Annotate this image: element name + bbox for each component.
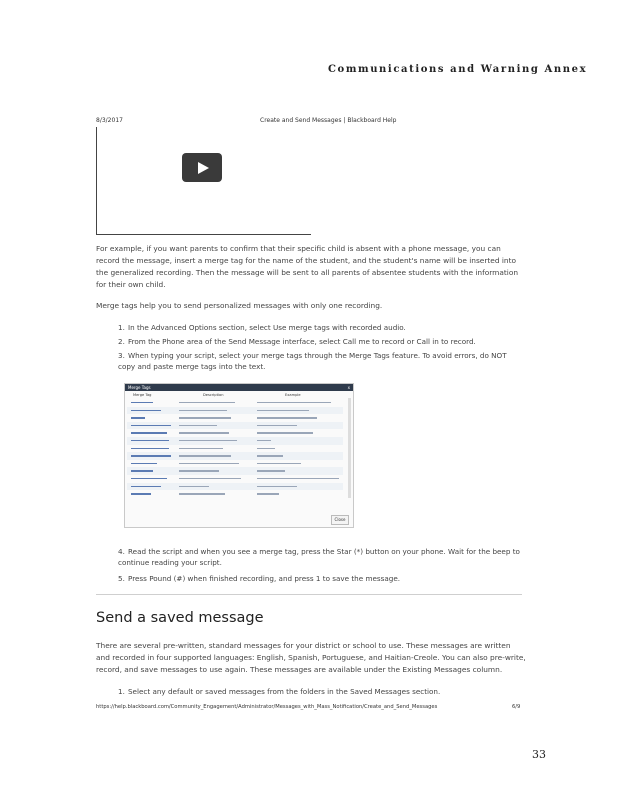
- table-row[interactable]: [127, 445, 343, 453]
- table-row[interactable]: [127, 414, 343, 422]
- table-row[interactable]: [127, 407, 343, 415]
- print-header-date: 8/3/2017: [96, 117, 123, 124]
- col-example: Example: [285, 393, 301, 397]
- table-row[interactable]: [127, 437, 343, 445]
- table-row[interactable]: [127, 483, 343, 491]
- merge-tags-title: Merge Tags: [128, 385, 151, 390]
- step-3: 3. When typing your script, select your merge tags through the Merge Tags feature. To avoid errors, do NOT copy and paste merge tags into the text.: [118, 351, 507, 371]
- merge-tags-header: [125, 384, 353, 391]
- annex-title: Communications and Warning Annex: [328, 64, 588, 75]
- table-row[interactable]: [127, 452, 343, 460]
- table-row[interactable]: [127, 422, 343, 430]
- section-divider: [96, 594, 522, 595]
- paragraph-example: For example, if you want parents to confirm that their specific child is absent with a phone message, you can record the message, insert a merge tag for the name of the student, and the student's name will be inserted into the generalized recording. Then the message will be sent to all parents of absentee students with the information for their own child.: [96, 244, 519, 289]
- table-row[interactable]: [127, 467, 343, 475]
- step-1: 1. In the Advanced Options section, select Use merge tags with recorded audio.: [118, 323, 406, 332]
- page-number: 33: [532, 748, 546, 761]
- merge-tags-scrollbar[interactable]: [348, 398, 351, 498]
- paragraph-merge-tags: Merge tags help you to send personalized messages with only one recording.: [96, 301, 383, 310]
- play-icon[interactable]: [182, 153, 222, 182]
- print-header-title: Create and Send Messages | Blackboard Help: [260, 117, 397, 124]
- merge-tags-dialog: [124, 383, 354, 528]
- close-button[interactable]: Close: [331, 515, 349, 525]
- table-row[interactable]: [127, 475, 343, 483]
- print-footer-url: https://help.blackboard.com/Community_Engagement/Administrator/Messages_with_Mass_Notification/Create_and_Send_Messages: [96, 704, 438, 710]
- step-5: 5. Press Pound (#) when finished recording, and press 1 to save the message.: [118, 574, 401, 583]
- table-row[interactable]: [127, 490, 343, 498]
- section-heading: Send a saved message: [96, 610, 264, 626]
- step-2: 2. From the Phone area of the Send Message interface, select Call me to record or Call in to record.: [118, 337, 476, 346]
- print-footer-page: 6/9: [512, 704, 521, 710]
- merge-tags-column-headers: [125, 392, 345, 398]
- close-icon[interactable]: x: [347, 385, 350, 390]
- table-row[interactable]: [127, 429, 343, 437]
- col-description: Description: [203, 393, 224, 397]
- step-saved-1: 1. Select any default or saved messages from the folders in the Saved Messages section.: [118, 687, 441, 696]
- table-row[interactable]: [127, 399, 343, 407]
- table-row[interactable]: [127, 460, 343, 468]
- paragraph-saved-messages: There are several pre-written, standard messages for your district or school to use. These messages are written and recorded in four supported languages: English, Spanish, Portuguese, and Haitian-Creole. You can also pre-write, record, and save messages to use again. These messages are available under the Existing Messages column.: [96, 641, 526, 674]
- col-merge-tag: Merge Tag: [133, 393, 152, 397]
- step-4: 4. Read the script and when you see a merge tag, press the Star (*) button on your phone. Wait for the beep to continue reading your script.: [118, 547, 520, 567]
